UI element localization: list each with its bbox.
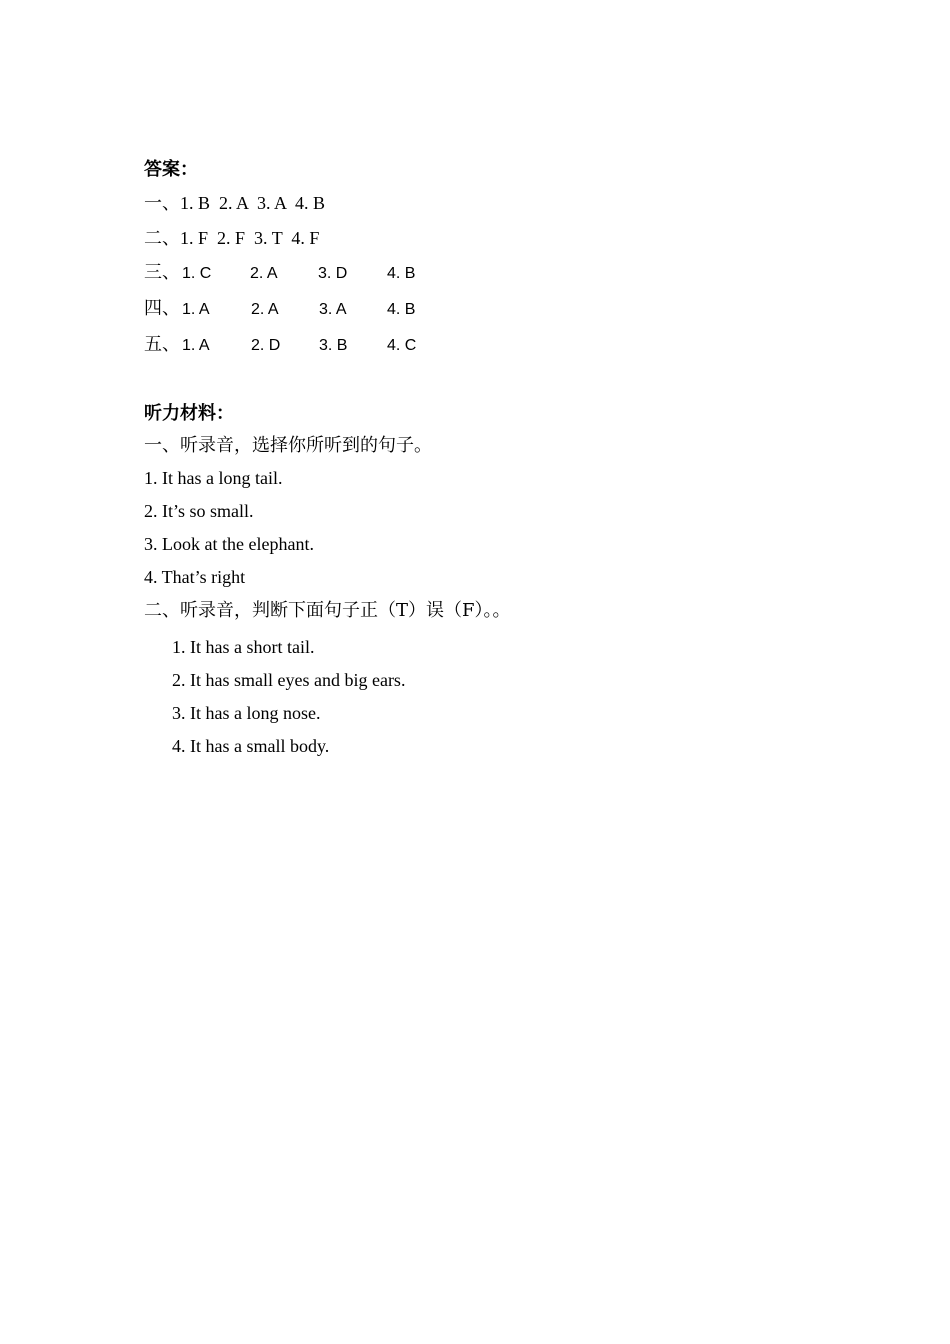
answer-row-4-item: 3. A — [319, 301, 347, 318]
section-2-title: 二、听录音，判断下面句子正（T）误（F）。。 — [144, 600, 511, 621]
section-2-item: 3. It has a long nose. — [172, 703, 321, 723]
section-1-item: 4. That’s right — [144, 567, 246, 587]
answer-row-3-prefix: 三、 — [144, 262, 180, 283]
section-1-title: 一、听录音，选择你所听到的句子。 — [144, 435, 432, 456]
answer-row-3-item: 1. C — [182, 265, 212, 282]
section-2-item: 2. It has small eyes and big ears. — [172, 670, 406, 690]
answer-row-4-item: 4. B — [387, 301, 416, 318]
answer-row-1: 一、1. B 2. A 3. A 4. B — [144, 193, 326, 213]
section-2-item: 1. It has a short tail. — [172, 637, 315, 657]
answer-row-4-item: 1. A — [182, 301, 210, 318]
answer-row-2: 二、1. F 2. F 3. T 4. F — [144, 228, 320, 248]
answer-row-4-item: 2. A — [251, 301, 279, 318]
answer-row-5-item: 4. C — [387, 337, 417, 354]
answer-row-5-item: 1. A — [182, 337, 210, 354]
answer-row-5-item: 2. D — [251, 337, 281, 354]
answers-heading: 答案： — [144, 159, 198, 180]
section-2-item: 4. It has a small body. — [172, 736, 330, 756]
listening-heading: 听力材料： — [144, 403, 234, 424]
answer-row-3-item: 2. A — [250, 265, 278, 282]
answer-row-3-item: 4. B — [387, 265, 416, 282]
answer-row-3-item: 3. D — [318, 265, 348, 282]
section-1-item: 2. It’s so small. — [144, 501, 254, 521]
section-1-item: 3. Look at the elephant. — [144, 534, 314, 554]
answer-row-5-prefix: 五、 — [144, 334, 180, 355]
section-1-item: 1. It has a long tail. — [144, 468, 283, 488]
answer-row-4-prefix: 四、 — [144, 298, 180, 319]
answer-row-5-item: 3. B — [319, 337, 348, 354]
